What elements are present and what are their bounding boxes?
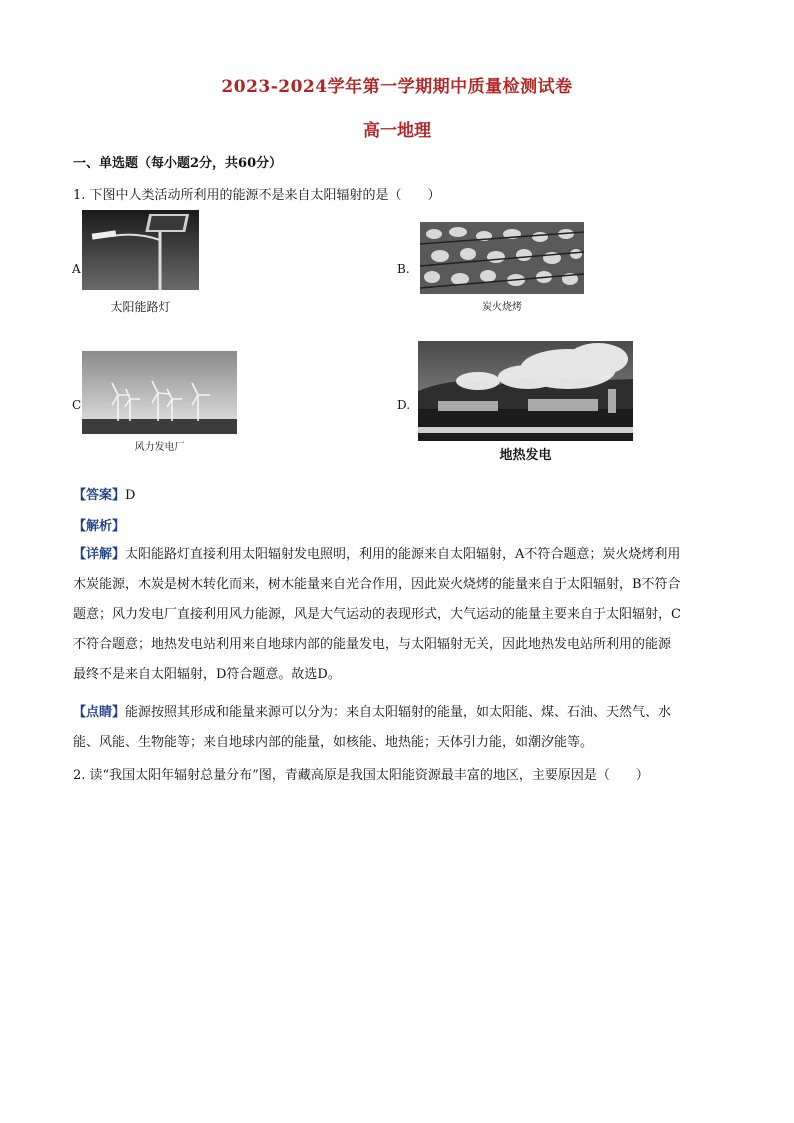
geothermal-plant-picture xyxy=(418,341,633,441)
option-a-letter: A xyxy=(72,262,81,276)
question-1-stem: 1. 下图中人类活动所利用的能源不是来自太阳辐射的是（ ） xyxy=(73,188,441,203)
detail-line-1: 【详解】太阳能路灯直接利用太阳辐射发电照明，利用的能源来自太阳辐射，A不符合题意；炭火烧烤利用 xyxy=(73,547,681,562)
tip-line-2: 能、风能、生物能等；来自地球内部的能量，如核能、地热能；天体引力能，如潮汐能等。 xyxy=(73,735,594,750)
tip-paragraph xyxy=(73,698,725,758)
detail-tag: 【详解】 xyxy=(73,547,126,562)
section-heading: 一、单选题（每小题2分，共60分） xyxy=(73,156,283,171)
exam-title: 2023-2024学年第一学期期中质量检测试卷 xyxy=(221,77,573,97)
option-b-letter: B. xyxy=(397,262,410,276)
detail-line-4: 不符合题意；地热发电站利用来自地球内部的能量发电，与太阳辐射无关，因此地热发电站所利用的能源 xyxy=(73,637,672,652)
option-c-caption: 风力发电厂 xyxy=(134,442,185,453)
question-2-stem: 2. 读“我国太阳年辐射总量分布”图，青藏高原是我国太阳能资源最丰富的地区，主要原因是（ ） xyxy=(73,768,649,783)
answer-value: D xyxy=(125,488,136,503)
answer-tag: 【答案】 xyxy=(73,488,126,503)
detail-line-5: 最终不是来自太阳辐射，D符合题意。故选D。 xyxy=(73,667,341,682)
analysis-tag: 【解析】 xyxy=(73,519,126,534)
option-d-letter: D. xyxy=(397,398,411,412)
detail-line-2: 木炭能源，木炭是树木转化而来，树木能量来自光合作用，因此炭火烧烤的能量来自于太阳辐射，B不符合 xyxy=(73,577,681,592)
tip-tag: 【点睛】 xyxy=(73,705,126,720)
solar-street-light-picture xyxy=(82,210,199,290)
option-d-caption: 地热发电 xyxy=(499,448,552,463)
wind-farm-picture xyxy=(82,351,237,434)
option-c-letter: C xyxy=(72,398,82,412)
option-a-caption: 太阳能路灯 xyxy=(110,300,171,314)
charcoal-barbecue-picture xyxy=(420,222,584,294)
option-a-image xyxy=(82,210,199,290)
exam-subject: 高一地理 xyxy=(363,121,431,141)
detail-line-3: 题意；风力发电厂直接利用风力能源，风是大气运动的表现形式，大气运动的能量主要来自于太阳辐射，C xyxy=(73,607,681,622)
option-b-image xyxy=(420,222,584,294)
tip-line-1: 【点睛】能源按照其形成和能量来源可以分为：来自太阳辐射的能量，如太阳能、煤、石油、天然气、水 xyxy=(73,705,672,720)
detail-paragraph xyxy=(73,540,725,690)
answer-line xyxy=(73,484,135,503)
option-d-image xyxy=(418,341,633,441)
option-c-image xyxy=(82,351,237,434)
option-b-caption: 炭火烧烤 xyxy=(482,302,522,313)
